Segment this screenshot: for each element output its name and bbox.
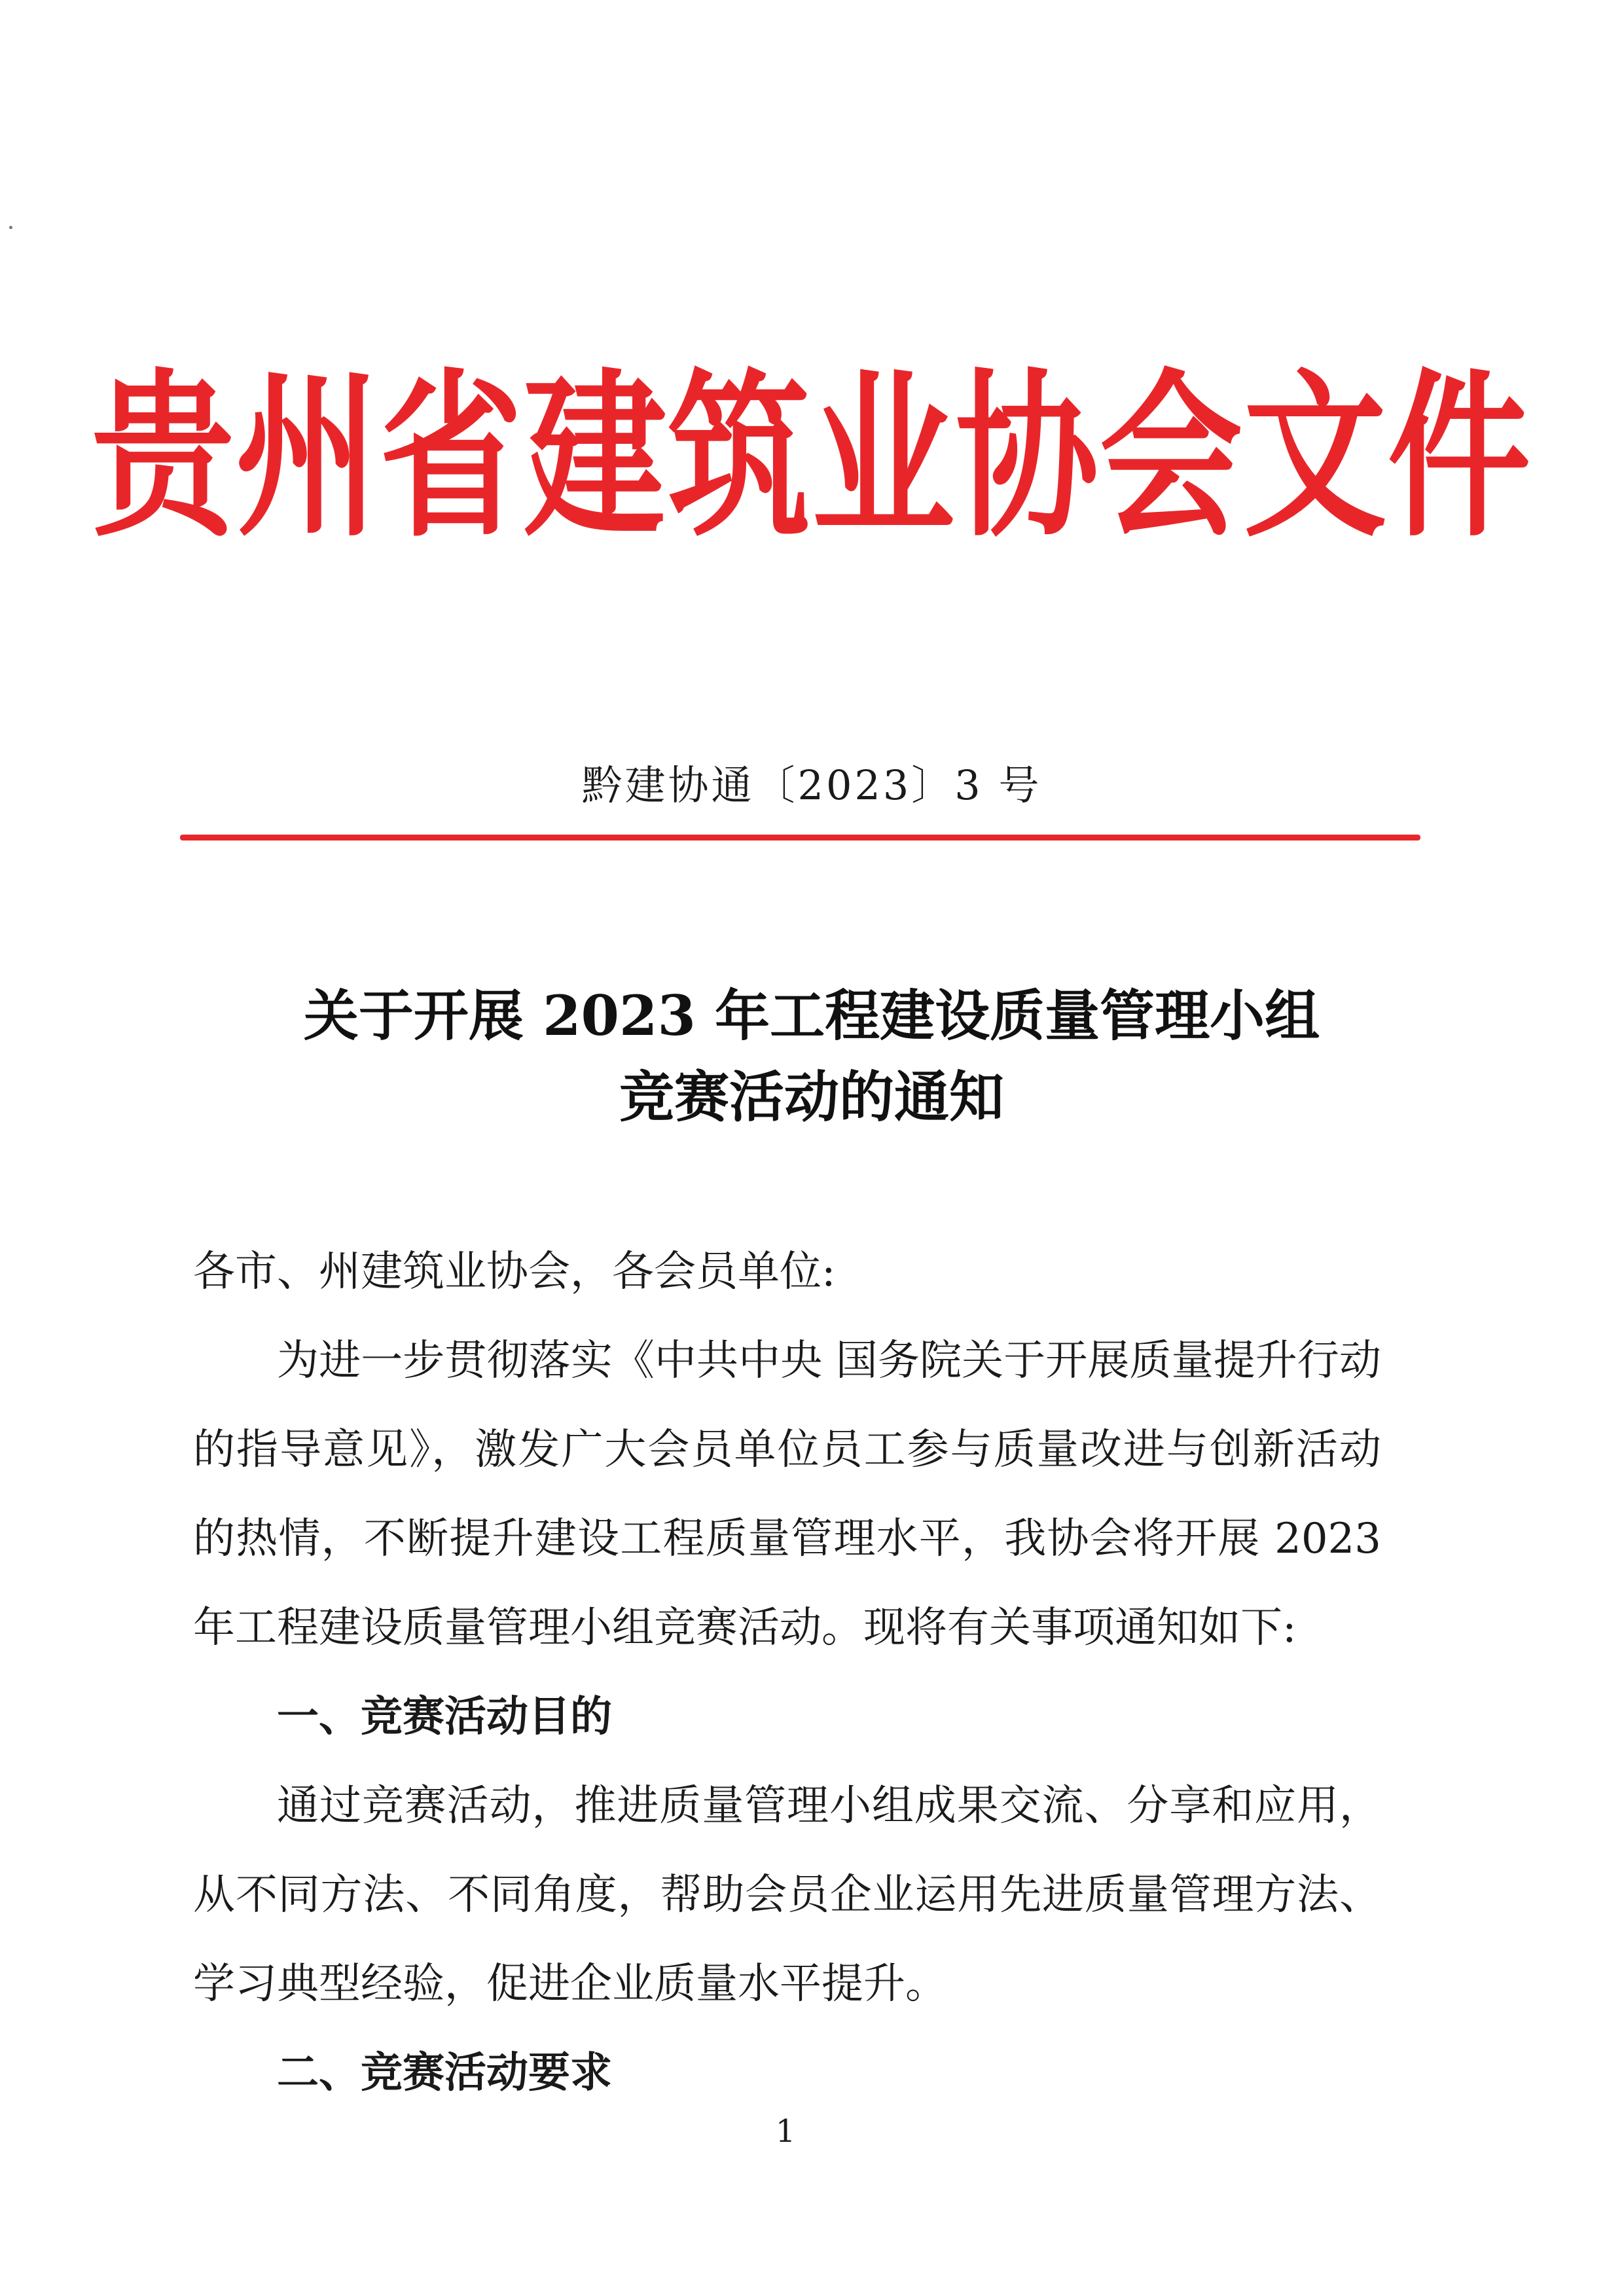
notice-body: [193, 1227, 1381, 2118]
document-number: 黔建协通〔2023〕3 号: [581, 761, 1042, 809]
section-2-heading: 二、竞赛活动要求: [277, 2049, 612, 2097]
notice-title-line-1: 关于开展 2023 年工程建设质量管理小组: [303, 983, 1320, 1048]
masthead-title: 贵州省建筑业协会文件: [92, 351, 1532, 561]
intro-paragraph: 为进一步贯彻落实《中共中央 国务院关于开展质量提升行动的指导意见》，激发广大会员单位员工参与质量改进与创新活动的热情，不断提升建设工程质量管理水平，我协会将开展 2023 年工程建设质量管理小组竞赛活动。现将有关事项通知如下:: [193, 1337, 1381, 1652]
salutation: 各市、州建筑业协会，各会员单位:: [193, 1248, 836, 1296]
scan-speck: [9, 226, 12, 229]
red-divider-line: [180, 835, 1420, 840]
section-1-paragraph: 通过竞赛活动，推进质量管理小组成果交流、分享和应用，从不同方法、不同角度，帮助会员企业运用先进质量管理方法、学习典型经验，促进企业质量水平提升。: [193, 1782, 1381, 2008]
notice-title: [190, 975, 1434, 1138]
notice-title-line-2: 竞赛活动的通知: [619, 1064, 1004, 1129]
page-number: 1: [775, 2113, 796, 2150]
section-1-heading: 一、竞赛活动目的: [277, 1693, 612, 1741]
